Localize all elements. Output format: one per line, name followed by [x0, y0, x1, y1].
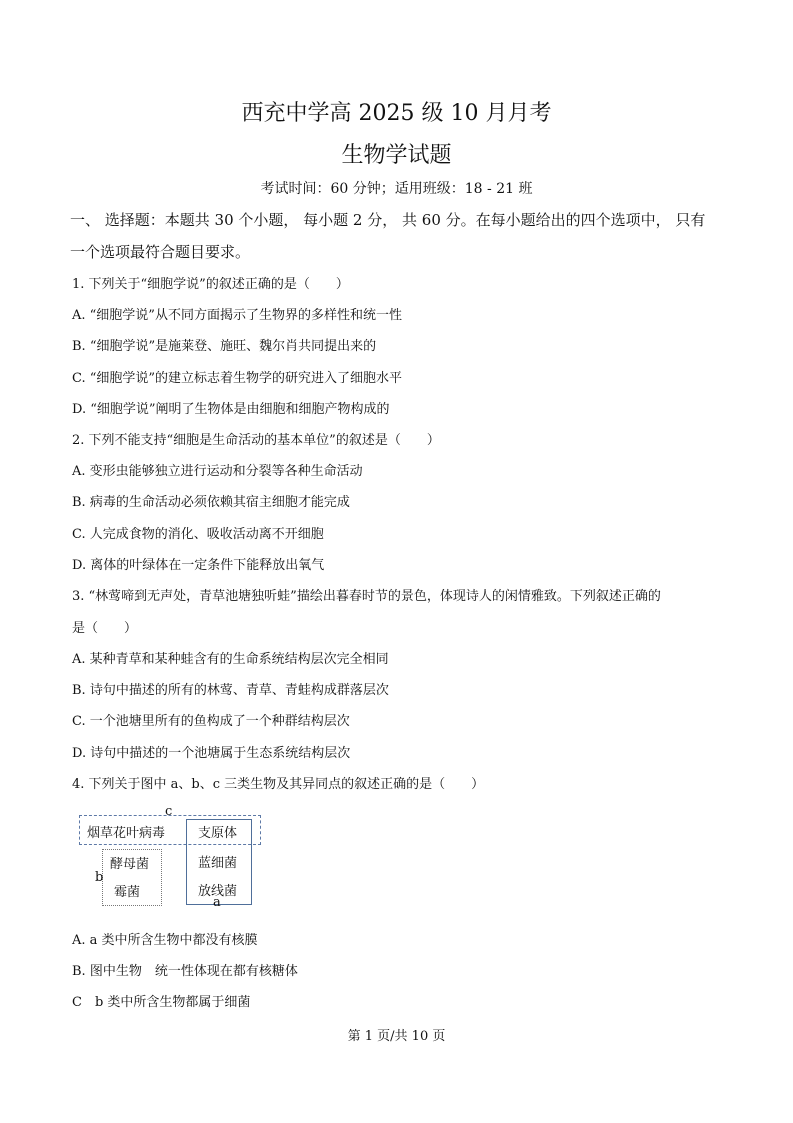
organism-mold: 霉菌 — [114, 885, 141, 900]
q3-stem-line1: 3. “林莺啼到无声处，青草池塘独听蛙”描绘出暮春时节的景色，体现诗人的闲情雅致。下列叙述正确的 — [72, 589, 661, 604]
section-heading-line2: 一个选项最符合题目要求。 — [70, 243, 251, 261]
exam-meta: 考试时间：60 分钟；适用班级：18 - 21 班 — [260, 181, 533, 197]
q1-option-d: D. “细胞学说”阐明了生物体是由细胞和细胞产物构成的 — [72, 402, 390, 417]
q1-stem: 1. 下列关于“细胞学说”的叙述正确的是（ ） — [72, 277, 349, 292]
q3-stem-line2: 是（ ） — [72, 621, 138, 636]
label-b: b — [95, 870, 104, 885]
q1-option-b: B. “细胞学说”是施莱登、施旺、魏尔肖共同提出来的 — [72, 339, 377, 354]
q2-option-d: D. 离体的叶绿体在一定条件下能释放出氧气 — [72, 558, 325, 573]
organism-cyanobacteria: 蓝细菌 — [198, 856, 238, 871]
q2-option-b: B. 病毒的生命活动必须依赖其宿主细胞才能完成 — [72, 495, 350, 510]
organism-mycoplasma: 支原体 — [198, 826, 238, 841]
q4-stem: 4. 下列关于图中 a、b、c 三类生物及其异同点的叙述正确的是（ ） — [72, 777, 485, 792]
exam-subtitle: 生物学试题 — [341, 143, 452, 168]
organism-actinomycete: 放线菌 — [198, 884, 238, 899]
label-a: a — [213, 895, 221, 910]
q2-option-c: C. 人完成食物的消化、吸收活动离不开细胞 — [72, 527, 324, 542]
q4-option-c: C b 类中所含生物都属于细菌 — [72, 995, 251, 1010]
q3-option-b: B. 诗句中描述的所有的林莺、青草、青蛙构成群落层次 — [72, 683, 389, 698]
exam-title: 西充中学高 2025 级 10 月月考 — [241, 101, 552, 126]
label-c: c — [165, 804, 173, 819]
organism-tobacco-mosaic-virus: 烟草花叶病毒 — [87, 826, 166, 841]
q2-option-a: A. 变形虫能够独立进行运动和分裂等各种生命活动 — [72, 464, 363, 479]
q1-option-c: C. “细胞学说”的建立标志着生物学的研究进入了细胞水平 — [72, 371, 403, 386]
q2-stem: 2. 下列不能支持“细胞是生命活动的基本单位”的叙述是（ ） — [72, 433, 440, 448]
q4-option-b: B. 图中生物 统一性体现在都有核糖体 — [72, 964, 298, 979]
q1-option-a: A. “细胞学说”从不同方面揭示了生物界的多样性和统一性 — [72, 308, 402, 323]
organism-yeast: 酵母菌 — [110, 857, 150, 872]
q4-option-a: A. a 类中所含生物中都没有核膜 — [72, 933, 258, 948]
page-footer: 第 1 页/共 10 页 — [347, 1029, 446, 1044]
q3-option-c: C. 一个池塘里所有的鱼构成了一个种群结构层次 — [72, 714, 350, 729]
section-heading-line1: 一、 选择题：本题共 30 个小题， 每小题 2 分， 共 60 分。在每小题给出的四个选项中， 只有 — [70, 211, 706, 229]
q3-option-a: A. 某种青草和某种蛙含有的生命系统结构层次完全相同 — [72, 652, 389, 667]
q3-option-d: D. 诗句中描述的一个池塘属于生态系统结构层次 — [72, 746, 351, 761]
